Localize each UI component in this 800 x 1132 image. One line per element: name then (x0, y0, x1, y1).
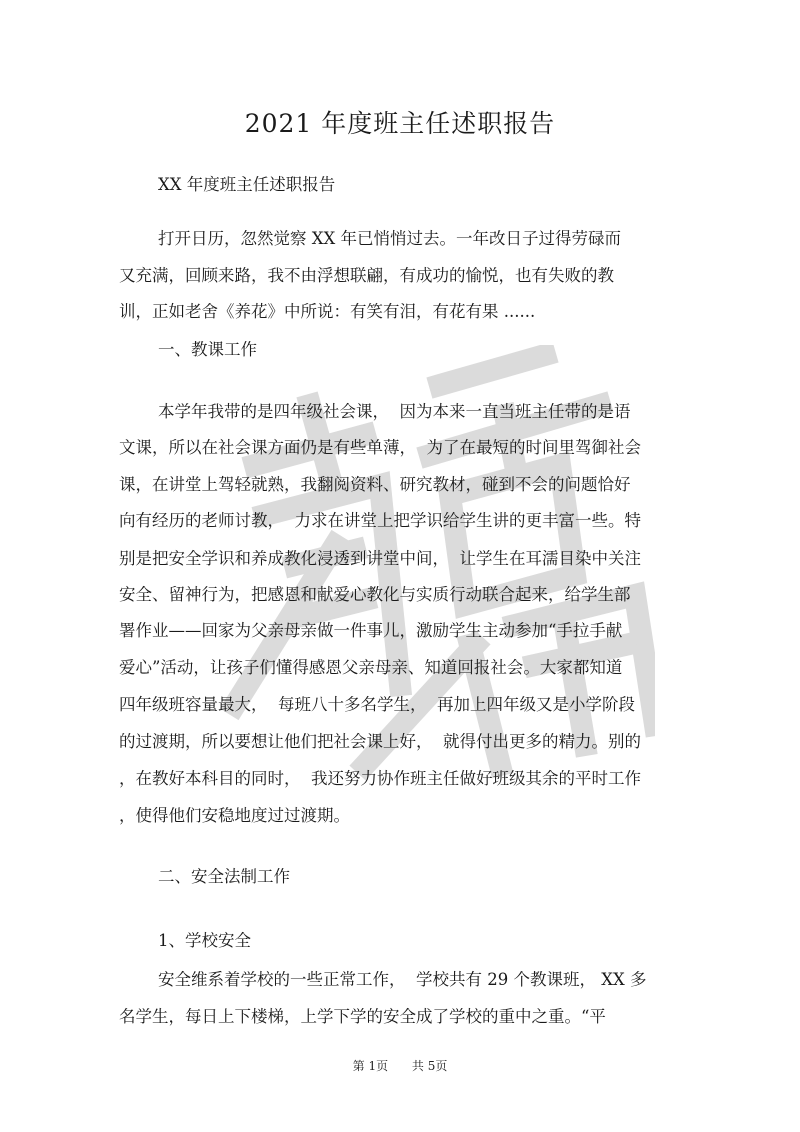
page-number: 第 1页 (352, 1059, 389, 1073)
paragraph-line: 四年级班容量最大， 每班八十多名学生， 再加上四年级又是小学阶段 (119, 695, 635, 714)
page-total: 共 5页 (411, 1059, 448, 1073)
paragraph-line: 向有经历的老师讨教， 力求在讲堂上把学识给学生讲的更丰富一些。特 (119, 511, 641, 530)
paragraph-line: 又充满，回顾来路，我不由浮想联翩，有成功的愉悦，也有失败的教 (119, 266, 614, 285)
paragraph-line: 别是把安全学识和养成教化浸透到讲堂中间， 让学生在耳濡目染中关注 (119, 549, 641, 568)
paragraph-line: ，使得他们安稳地度过过渡期。 (119, 806, 350, 825)
paragraph-line: 文课，所以在社会课方面仍是有些单薄， 为了在最短的时间里驾御社会 (119, 438, 641, 457)
paragraph-line: 安全、留神行为，把感恩和献爱心教化与实质行动联合起来，给学生部 (119, 585, 631, 604)
paragraph-line: 署作业——回家为父亲母亲做一件事儿，激励学生主动参加“手拉手献 (119, 621, 623, 640)
subtitle: XX 年度班主任述职报告 (158, 175, 336, 194)
page-footer (0, 1057, 800, 1074)
paragraph-line: 爱心”活动，让孩子们懂得感恩父亲母亲、知道回报社会。大家都知道 (119, 658, 623, 677)
section-heading: 二、安全法制工作 (158, 867, 290, 886)
subsection-heading: 1、学校安全 (158, 931, 251, 950)
paragraph-line: 的过渡期，所以要想让他们把社会课上好， 就得付出更多的精力。别的 (119, 732, 641, 751)
paragraph-line: 训，正如老舍《养花》中所说：有笑有泪，有花有果 ...... (119, 302, 536, 321)
paragraph-line: 打开日历，忽然觉察 XX 年已悄悄过去。一年改日子过得劳碌而 (158, 229, 621, 248)
document-title: 2021 年度班主任述职报告 (244, 109, 556, 138)
section-heading: 一、教课工作 (158, 340, 257, 359)
paragraph-line: 名学生，每日上下楼梯，上学下学的安全成了学校的重中之重。“平 (119, 1007, 606, 1026)
paragraph-line: 安全维系着学校的一些正常工作， 学校共有 29 个教课班， XX 多 (158, 970, 647, 989)
paragraph-line: ，在教好本科目的同时， 我还努力协作班主任做好班级其余的平时工作 (119, 769, 641, 788)
paragraph-line: 课，在讲堂上驾轻就熟，我翻阅资料、研究教材，碰到不会的问题恰好 (119, 475, 631, 494)
paragraph-line: 本学年我带的是四年级社会课， 因为本来一直当班主任带的是语 (158, 402, 631, 421)
